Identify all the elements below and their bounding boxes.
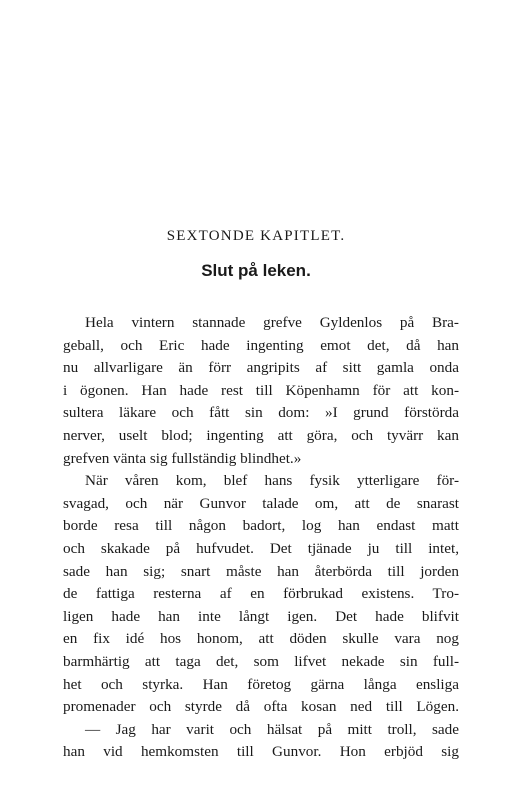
text-line: het och styrka. Han företog gärna långa ensliga [63, 675, 459, 693]
text-line: När våren kom, blef hans fysik ytterligare för- [85, 472, 459, 490]
text-line: promenader och styrde då ofta kosan ned till Lögen. [63, 698, 459, 716]
text-line: han vid hemkomsten till Gunvor. Hon erbjöd sig [63, 743, 459, 761]
text-line: Hela vintern stannade grefve Gyldenlos på Bra- [85, 314, 459, 331]
text-line: ligen hade han inte långt igen. Det hade blifvit [63, 607, 459, 625]
text-line: svagad, och när Gunvor talade om, att de snarast [63, 494, 459, 512]
text-line: nerver, uselt blod; ingenting att göra, och tyvärr kan [63, 426, 459, 444]
text-line: grefven vänta sig fullständig blindhet.» [63, 449, 302, 467]
text-line: borde resa till någon badort, log han endast matt [63, 517, 459, 535]
text-line: nu allvarligare än förr angripits af sitt gamla onda [63, 359, 459, 377]
text-line: — Jag har varit och hälsat på mitt troll, sade [85, 720, 459, 738]
text-line: sultera läkare och fått sin dom: »I grund förstörda [63, 404, 459, 422]
chapter-number: SEXTONDE KAPITLET. [166, 228, 346, 244]
text-line: de fattiga resterna af en förbrukad existens. Tro- [63, 585, 459, 603]
text-line: barmhärtig att taga det, som lifvet nekade sin full- [63, 652, 459, 670]
body-text [63, 312, 459, 764]
text-line: geball, och Eric hade ingenting emot det, då han [63, 336, 459, 354]
text-line: i ögonen. Han hade rest till Köpenhamn för att kon- [63, 381, 459, 399]
text-line: sade han sig; snart måste han återbörda till jorden [63, 562, 459, 580]
chapter-title: Slut på leken. [201, 261, 311, 280]
text-line: en fix idé hos honom, att döden skulle vara nog [63, 630, 459, 648]
text-line: och skakade på hufvudet. Det tjänade ju till intet, [63, 539, 459, 557]
